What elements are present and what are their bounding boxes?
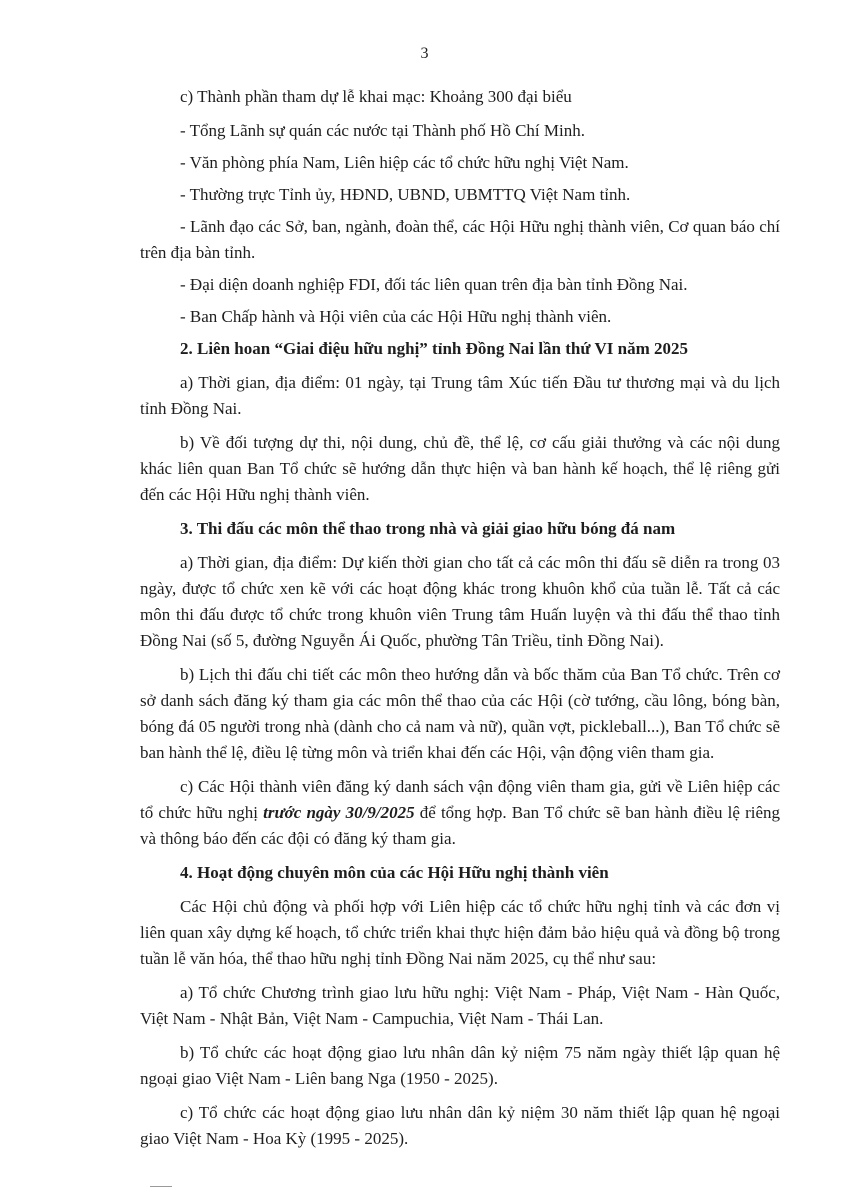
participant-item: - Văn phòng phía Nam, Liên hiệp các tổ chức hữu nghị Việt Nam. — [180, 153, 629, 172]
participant-item: - Đại diện doanh nghiệp FDI, đối tác liên quan trên địa bàn tỉnh Đồng Nai. — [180, 275, 688, 294]
section-2-heading: 2. Liên hoan “Giai điệu hữu nghị” tỉnh Đồng Nai lần thứ VI năm 2025 — [180, 339, 689, 358]
section-2-paragraph-b: b) Về đối tượng dự thi, nội dung, chủ đề, thể lệ, cơ cấu giải thưởng và các nội dung khác liên quan Ban Tổ chức sẽ hướng dẫn thực hiện và ban hành kế hoạch, thể lệ riêng gửi đến các Hội Hữu nghị thành viên. — [140, 433, 780, 504]
section-4-item-c: c) Tổ chức các hoạt động giao lưu nhân dân kỷ niệm 30 năm thiết lập quan hệ ngoại giao Việt Nam - Hoa Kỳ (1995 - 2025). — [140, 1103, 780, 1148]
section-4-item-b: b) Tổ chức các hoạt động giao lưu nhân dân kỷ niệm 75 năm ngày thiết lập quan hệ ngoại giao Việt Nam - Liên bang Nga (1950 - 2025). — [140, 1043, 780, 1088]
section-3-paragraph-c — [140, 774, 780, 852]
section-3-paragraph-b: b) Lịch thi đấu chi tiết các môn theo hướng dẫn và bốc thăm của Ban Tổ chức. Trên cơ sở danh sách đăng ký tham gia các môn thể thao của các Hội (cờ tướng, cầu lông, bóng bàn, bóng đá 05 người trong nhà (dành cho cả nam và nữ), quần vợt, pickleball...), Ban Tổ chức sẽ ban hành thể lệ, điều lệ từng môn và triển khai đến các Hội, vận động viên tham gia. — [140, 665, 780, 762]
section-3-heading: 3. Thi đấu các môn thể thao trong nhà và giải giao hữu bóng đá nam — [180, 519, 676, 538]
section-3-paragraph-a: a) Thời gian, địa điểm: Dự kiến thời gian cho tất cả các môn thi đấu sẽ diễn ra trong 03 ngày, được tổ chức xen kẽ với các hoạt động khác trong khuôn khổ của tuần lễ. Tất cả các môn thi đấu được tổ chức trong khuôn viên Trung tâm Huấn luyện và thi đấu thể thao tỉnh Đồng Nai (số 5, đường Nguyễn Ái Quốc, phường Tân Triều, tỉnh Đồng Nai). — [140, 553, 780, 650]
section-4-intro: Các Hội chủ động và phối hợp với Liên hiệp các tổ chức hữu nghị tỉnh và các đơn vị liên quan xây dựng kế hoạch, tổ chức triển khai thực hiện đảm bảo hiệu quả và đồng bộ trong tuần lễ văn hóa, thể thao hữu nghị tỉnh Đồng Nai năm 2025, cụ thể như sau: — [140, 897, 780, 968]
paragraph-c-text-before: c) Các Hội thành viên đăng ký danh sách vận động viên tham gia, gửi về Liên hiệp các tổ chức hữu nghị — [140, 777, 780, 822]
participant-item: - Tổng Lãnh sự quán các nước tại Thành phố Hồ Chí Minh. — [180, 121, 585, 140]
section-4-item-a: a) Tổ chức Chương trình giao lưu hữu nghị: Việt Nam - Pháp, Việt Nam - Hàn Quốc, Việt Nam - Nhật Bản, Việt Nam - Campuchia, Việt Nam - Thái Lan. — [140, 983, 780, 1028]
document-body — [140, 84, 780, 1160]
page-number: 3 — [420, 45, 429, 62]
section-2-paragraph-a: a) Thời gian, địa điểm: 01 ngày, tại Trung tâm Xúc tiến Đầu tư thương mại và du lịch tỉnh Đồng Nai. — [140, 373, 780, 418]
participant-item: - Lãnh đạo các Sở, ban, ngành, đoàn thể, các Hội Hữu nghị thành viên, Cơ quan báo chí trên địa bàn tỉnh. — [140, 217, 780, 262]
participant-item: - Ban Chấp hành và Hội viên của các Hội Hữu nghị thành viên. — [180, 307, 612, 326]
section-4-heading: 4. Hoạt động chuyên môn của các Hội Hữu nghị thành viên — [180, 863, 609, 882]
participant-item: - Thường trực Tỉnh ủy, HĐND, UBND, UBMTTQ Việt Nam tỉnh. — [180, 185, 631, 204]
registration-deadline: trước ngày 30/9/2025 — [263, 803, 415, 822]
footer-scan-mark — [150, 1186, 172, 1187]
participants-heading: c) Thành phần tham dự lễ khai mạc: Khoảng 300 đại biểu — [180, 87, 572, 106]
paragraph-c-text-after: để tổng hợp. Ban Tổ chức sẽ ban hành điều lệ riêng và thông báo đến các đội có đăng ký tham gia. — [140, 803, 780, 848]
